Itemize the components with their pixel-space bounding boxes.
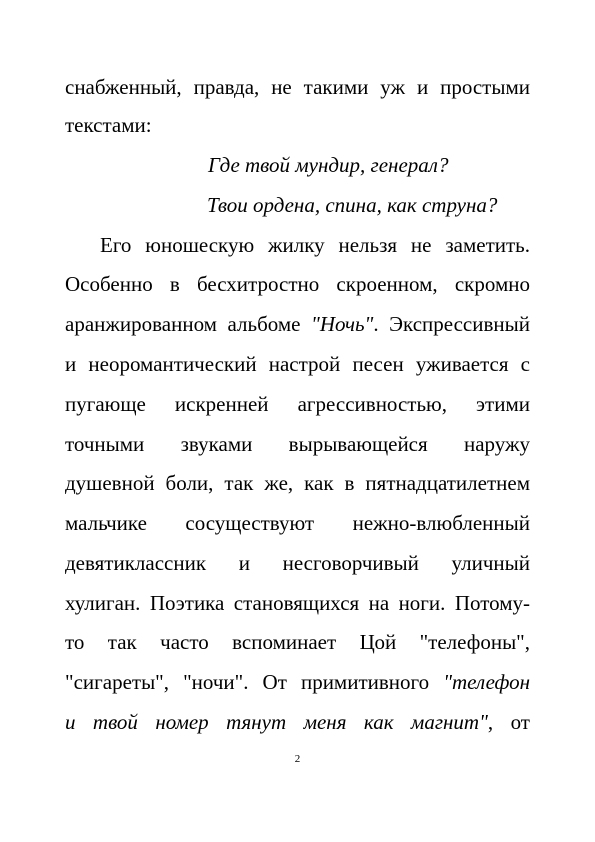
verse-line: Где твой мундир, генерал?: [208, 153, 449, 177]
text-line: [65, 670, 530, 694]
text-line: мальчике сосуществуют нежно-влюбленный: [65, 511, 530, 535]
text-line: снабженный, правда, не такими уж и простыми: [65, 75, 530, 99]
page-number: 2: [294, 753, 301, 765]
text-line: пугающе искренней агрессивностью, этими: [65, 392, 530, 416]
text-span: , от: [487, 710, 530, 734]
text-line: душевной боли, так же, как в пятнадцатилетнем: [65, 471, 530, 495]
text-span: "сигареты", "ночи". От примитивного: [65, 670, 444, 694]
lyric-quote: "телефон: [443, 670, 530, 694]
text-line: хулиган. Поэтика становящихся на ноги. Потому-: [65, 591, 530, 615]
text-line: текстами:: [65, 113, 152, 137]
text-line: [65, 710, 530, 734]
text-line: [65, 312, 530, 336]
text-line: Особенно в бесхитростно скроенном, скромно: [65, 272, 530, 296]
text-line: точными звуками вырывающейся наружу: [65, 432, 530, 456]
album-title: "Ночь": [311, 312, 374, 336]
text-span: . Экспрессивный: [373, 312, 530, 336]
text-line: девятиклассник и несговорчивый уличный: [65, 551, 530, 575]
paragraph-first-line: Его юношескую жилку нельзя не заметить.: [100, 233, 530, 257]
text-line: и неоромантический настрой песен уживается с: [65, 352, 530, 376]
lyric-quote: и твой номер тянут меня как магнит": [65, 710, 488, 734]
verse-line: Твои ордена, спина, как струна?: [207, 193, 498, 217]
text-line: то так часто вспоминает Цой "телефоны",: [65, 630, 530, 654]
text-span: аранжированном альбоме: [65, 312, 312, 336]
